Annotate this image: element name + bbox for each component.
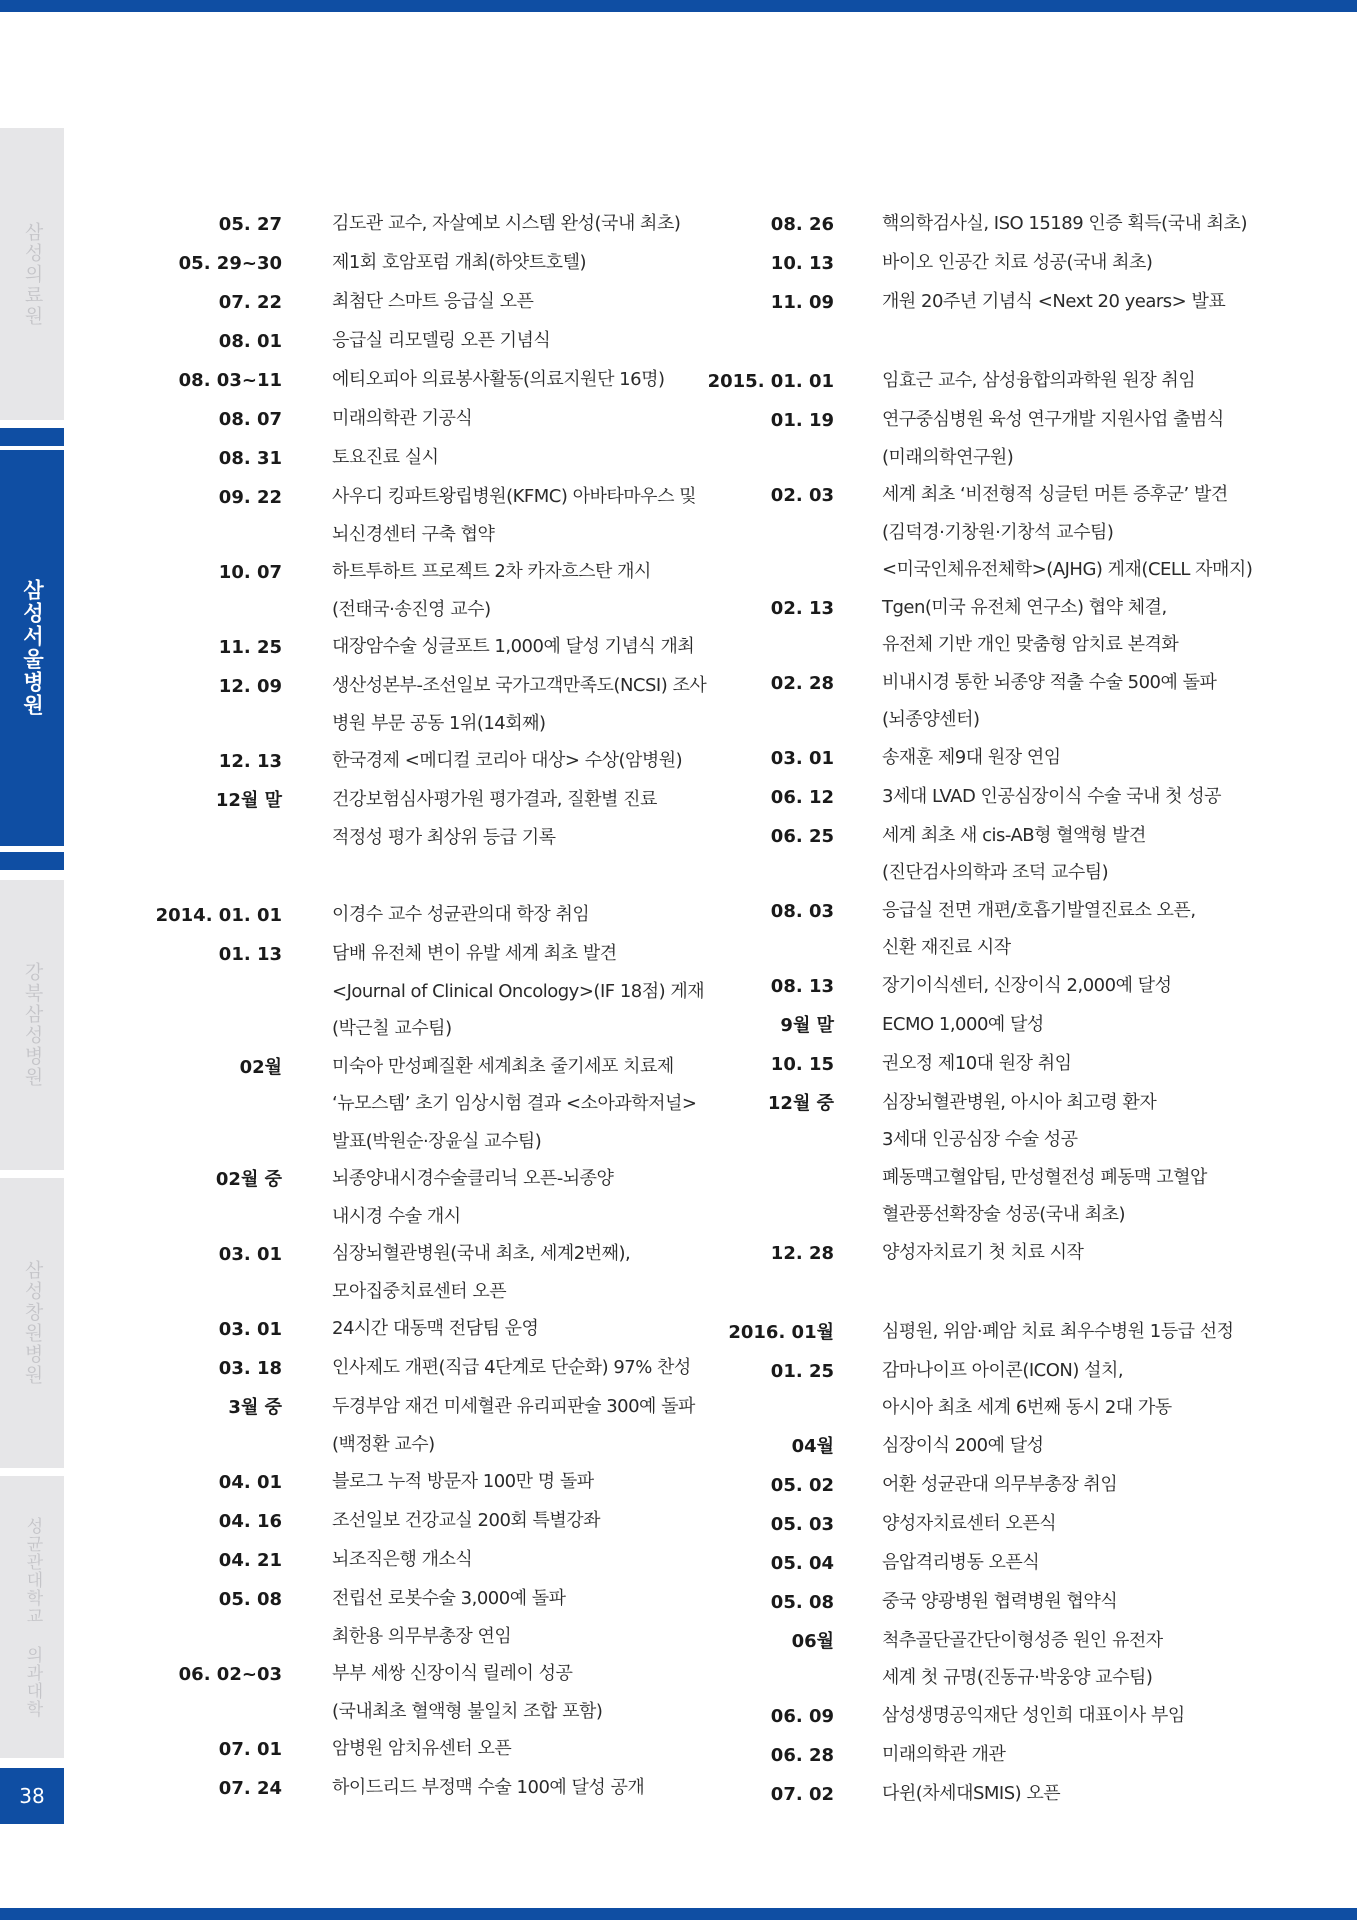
entry-description	[282, 1463, 700, 1502]
entry-text-line: 3세대 인공심장 수술 성공	[882, 1129, 1078, 1150]
entry-text-line: (전태국·송진영 교수)	[332, 598, 491, 620]
entry-text-line: 건강보험심사평가원 평가결과, 질환별 진료	[332, 789, 657, 810]
timeline-entry	[120, 478, 700, 553]
entry-description	[834, 1313, 1265, 1352]
entry-text-line: 음압격리병동 오픈식	[882, 1551, 1040, 1573]
entry-text-line: 미래의학관 개관	[882, 1743, 1006, 1765]
timeline-entry	[120, 1580, 700, 1655]
entry-text-line: 세계 최초 ‘비전형적 싱글턴 머튼 증후군’ 발견	[882, 484, 1228, 505]
entry-text-line: 대장암수술 싱글포트 1,000예 달성 기념식 개최	[332, 636, 695, 657]
entry-text-line: 내시경 수술 개시	[332, 1205, 461, 1227]
timeline-entry	[120, 1463, 700, 1502]
entry-date: 05. 08	[770, 1591, 834, 1613]
entry-text-line: (미래의학연구원)	[882, 446, 1014, 468]
timeline-entry	[705, 1045, 1265, 1084]
timeline-entry	[120, 1310, 700, 1349]
entry-date: 06. 09	[770, 1705, 834, 1727]
entry-text-line: 척추골단골간단이형성증 원인 유전자	[882, 1629, 1163, 1651]
entry-date: 08. 03	[770, 900, 834, 922]
entry-date: 06. 02~03	[178, 1664, 282, 1685]
timeline-entry	[705, 817, 1265, 892]
entry-description	[834, 283, 1265, 322]
entry-text-line: (국내최초 혈액형 불일치 조합 포함)	[332, 1700, 603, 1722]
entry-date: 06. 28	[770, 1744, 834, 1766]
entry-date: 08. 03~11	[178, 370, 282, 391]
timeline-entry	[705, 892, 1265, 967]
entry-description	[834, 967, 1265, 1006]
entry-text-line: 인사제도 개편(직급 4단계로 단순화) 97% 찬성	[332, 1357, 691, 1378]
timeline-entry	[705, 589, 1265, 664]
entry-text-line: 모아집중치료센터 오픈	[332, 1280, 507, 1302]
timeline-entry	[120, 553, 700, 628]
entry-text-line: 최첨단 스마트 응급실 오픈	[332, 291, 534, 312]
entry-date: 05. 03	[770, 1513, 834, 1535]
entry-date: 07. 02	[770, 1783, 834, 1805]
entry-text-line: 토요진료 실시	[332, 447, 439, 468]
entry-date: 06. 25	[770, 825, 834, 847]
timeline-entry	[120, 1655, 700, 1730]
entry-text-line: 최한용 의무부총장 연임	[332, 1625, 512, 1647]
timeline-entry	[120, 781, 700, 856]
entry-description	[282, 478, 700, 553]
entry-description	[834, 1352, 1265, 1427]
timeline-entry	[705, 1466, 1265, 1505]
side-tab-samsung-changwon-hospital[interactable]	[0, 1178, 64, 1468]
timeline-entry	[705, 1006, 1265, 1045]
timeline-entry	[120, 1730, 700, 1769]
timeline-entry	[705, 1544, 1265, 1583]
timeline-entry	[705, 1622, 1265, 1697]
side-tab-kangbuk-samsung-hospital[interactable]	[0, 880, 64, 1170]
entry-description	[834, 1505, 1265, 1544]
entry-text-line: (백정환 교수)	[332, 1433, 435, 1455]
entry-text-line: 암병원 암치유센터 오픈	[332, 1738, 512, 1759]
entry-date: 04. 21	[218, 1550, 282, 1571]
entry-text-line: ‘뉴모스템’ 초기 임상시험 결과 <소아과학저널>	[332, 1093, 697, 1114]
entry-description	[834, 778, 1265, 817]
entry-description	[282, 628, 700, 667]
entry-text-line: 병원 부문 공동 1위(14회째)	[332, 712, 546, 734]
entry-date: 05. 08	[218, 1589, 282, 1610]
entry-date: 2015. 01. 01	[707, 371, 834, 392]
entry-text-line: 에티오피아 의료봉사활동(의료지원단 16명)	[332, 369, 665, 390]
entry-description	[282, 935, 704, 1048]
entry-text-line: (진단검사의학과 조덕 교수팀)	[882, 862, 1109, 883]
entry-description	[282, 1502, 700, 1541]
timeline-entry	[120, 205, 700, 244]
entry-description	[282, 1541, 700, 1580]
entry-date: 02. 28	[770, 672, 834, 694]
entry-date: 02. 03	[770, 485, 834, 506]
active-tab-bottom-cap	[0, 852, 64, 870]
timeline-entry	[120, 361, 700, 400]
entry-text-line: 유전체 기반 개인 맞춤형 암치료 본격화	[882, 634, 1179, 655]
entry-description	[834, 739, 1265, 778]
entry-date: 10. 07	[218, 562, 282, 583]
entry-text-line: 블로그 누적 방문자 100만 명 돌파	[332, 1471, 594, 1492]
entry-date: 06. 12	[770, 786, 834, 808]
timeline-entry	[705, 401, 1265, 476]
entry-text-line: 담배 유전체 변이 유발 세계 최초 발견	[332, 943, 617, 964]
timeline-entry	[705, 967, 1265, 1006]
timeline-entry	[120, 1769, 700, 1808]
entry-text-line: 이경수 교수 성균관의대 학장 취임	[332, 904, 590, 925]
entry-text-line: 뇌신경센터 구축 협약	[332, 523, 495, 545]
entry-text-line: 심평원, 위암·폐암 치료 최우수병원 1등급 선정	[882, 1320, 1234, 1342]
entry-date: 01. 19	[770, 410, 834, 431]
timeline-entry	[705, 1234, 1265, 1273]
entry-date: 08. 13	[770, 975, 834, 997]
entry-text-line: 발표(박원순·장윤실 교수팀)	[332, 1130, 542, 1152]
entry-description	[834, 892, 1265, 967]
entry-date: 12월 말	[215, 790, 282, 811]
entry-date: 2014. 01. 01	[155, 905, 282, 926]
timeline-entry	[120, 1235, 700, 1310]
entry-date: 03. 01	[218, 1319, 282, 1340]
entry-text-line: 비내시경 통한 뇌종양 적출 수술 500예 돌파	[882, 671, 1217, 693]
entry-description	[282, 1349, 700, 1388]
entry-text-line: ECMO 1,000예 달성	[882, 1013, 1044, 1035]
timeline-entry	[120, 742, 700, 781]
entry-text-line: 하트투하트 프로젝트 2차 카자흐스탄 개시	[332, 561, 651, 582]
entry-text-line: 폐동맥고혈압팀, 만성혈전성 폐동맥 고혈압	[882, 1166, 1207, 1188]
entry-description	[834, 1775, 1265, 1814]
timeline-entry	[705, 739, 1265, 778]
entry-text-line: (박근칠 교수팀)	[332, 1018, 452, 1039]
timeline-entry	[120, 400, 700, 439]
timeline-entry	[120, 667, 707, 742]
entry-text-line: 조선일보 건강교실 200회 특별강좌	[332, 1510, 601, 1531]
entry-description	[282, 781, 700, 856]
entry-text-line: 연구중심병원 육성 연구개발 지원사업 출범식	[882, 409, 1224, 430]
entry-description	[834, 205, 1265, 244]
entry-date: 01. 25	[770, 1360, 834, 1382]
entry-description	[834, 1697, 1265, 1736]
entry-text-line: Tgen(미국 유전체 연구소) 협약 체결,	[882, 596, 1167, 618]
entry-description	[282, 1655, 700, 1730]
entry-date: 02. 13	[770, 597, 834, 619]
timeline-entry	[705, 244, 1265, 283]
entry-description	[282, 1730, 700, 1769]
entry-date: 04. 16	[218, 1511, 282, 1532]
entry-text-line: 중국 양광병원 협력병원 협약식	[882, 1590, 1118, 1612]
entry-text-line: 세계 최초 새 cis-AB형 혈액형 발견	[882, 824, 1146, 846]
entry-description	[282, 667, 706, 742]
timeline-entry	[705, 1313, 1265, 1352]
entry-text-line: 세계 첫 규명(진동규·박웅양 교수팀)	[882, 1667, 1153, 1688]
entry-text-line: 장기이식센터, 신장이식 2,000예 달성	[882, 974, 1172, 996]
entry-text-line: 전립선 로봇수술 3,000예 돌파	[332, 1588, 566, 1609]
entry-description	[834, 1583, 1265, 1622]
entry-date: 3월 중	[228, 1397, 282, 1418]
entry-date: 9월 말	[780, 1014, 834, 1036]
entry-text-line: 심장뇌혈관병원, 아시아 최고령 환자	[882, 1091, 1157, 1113]
entry-text-line: 두경부암 재건 미세혈관 유리피판술 300예 돌파	[332, 1396, 695, 1417]
entry-date: 09. 22	[218, 487, 282, 508]
entry-text-line: 아시아 최초 세계 6번째 동시 2대 가동	[882, 1397, 1172, 1418]
entry-description	[282, 283, 700, 322]
timeline-entry	[705, 1084, 1265, 1234]
entry-date: 06월	[791, 1630, 834, 1652]
entry-text-line: 심장이식 200예 달성	[882, 1434, 1044, 1456]
side-tab-label: 삼성서울병원	[20, 579, 45, 717]
entry-description	[834, 1622, 1265, 1697]
top-accent-bar	[0, 0, 1357, 12]
timeline-entry	[120, 628, 700, 667]
entry-description	[834, 1544, 1265, 1583]
timeline-entry	[120, 1502, 700, 1541]
entry-text-line: 한국경제 <메디컬 코리아 대상> 수상(암병원)	[332, 750, 683, 771]
entry-text-line: 양성자치료기 첫 치료 시작	[882, 1241, 1084, 1263]
entry-description	[834, 1006, 1265, 1045]
timeline-entry	[120, 935, 705, 1048]
entry-description	[834, 244, 1265, 283]
timeline-entry	[120, 283, 700, 322]
entry-description	[834, 1736, 1265, 1775]
entry-text-line: 미숙아 만성폐질환 세계최초 줄기세포 치료제	[332, 1055, 674, 1077]
bottom-accent-bar	[0, 1908, 1357, 1920]
side-tab-label: 성균관대학교 의과대학	[22, 1516, 43, 1718]
entry-date: 12. 09	[218, 676, 282, 697]
entry-text-line: 혈관풍선확장술 성공(국내 최초)	[882, 1204, 1126, 1225]
entry-text-line: 응급실 전면 개편/호흡기발열진료소 오픈,	[882, 899, 1196, 921]
entry-description	[282, 1580, 700, 1655]
entry-description	[834, 1084, 1265, 1234]
page-number: 38	[0, 1768, 64, 1824]
entry-date: 08. 31	[218, 448, 282, 469]
entry-text-line: 핵의학검사실, ISO 15189 인증 획득(국내 최초)	[882, 213, 1247, 234]
entry-text-line: 뇌조직은행 개소식	[332, 1549, 473, 1570]
entry-description	[834, 476, 1265, 589]
timeline-entry	[705, 362, 1265, 401]
entry-description	[282, 244, 700, 283]
timeline-entry	[120, 1160, 700, 1235]
entry-description	[834, 664, 1265, 739]
entry-date: 07. 22	[218, 292, 282, 313]
entry-description	[834, 1427, 1265, 1466]
side-tab-skku-medicine[interactable]	[0, 1476, 64, 1758]
entry-text-line: 3세대 LVAD 인공심장이식 수술 국내 첫 성공	[882, 785, 1221, 807]
active-tab-top-cap	[0, 428, 64, 446]
entry-date: 10. 13	[770, 253, 834, 274]
entry-description	[282, 553, 700, 628]
entry-description	[282, 1160, 700, 1235]
entry-text-line: 적정성 평가 최상위 등급 기록	[332, 826, 556, 848]
entry-description	[282, 1310, 700, 1349]
entry-date: 08. 26	[770, 214, 834, 235]
entry-date: 02월 중	[215, 1169, 282, 1190]
entry-description	[282, 1048, 700, 1161]
entry-date: 05. 04	[770, 1552, 834, 1574]
timeline-entry	[705, 1697, 1265, 1736]
timeline-entry	[705, 778, 1265, 817]
entry-text-line: 하이드리드 부정맥 수술 100예 달성 공개	[332, 1777, 645, 1798]
timeline-entry	[120, 439, 700, 478]
entry-date: 03. 01	[770, 747, 834, 769]
timeline-entry	[705, 205, 1265, 244]
entry-description	[834, 1045, 1265, 1084]
entry-text-line: 응급실 리모델링 오픈 기념식	[332, 330, 551, 351]
entry-text-line: 삼성생명공익재단 성인희 대표이사 부임	[882, 1704, 1185, 1726]
entry-date: 2016. 01월	[728, 1321, 834, 1343]
entry-description	[282, 400, 700, 439]
timeline-entry	[120, 244, 700, 283]
entry-text-line: 송재훈 제9대 원장 연임	[882, 746, 1061, 768]
entry-date: 01. 13	[218, 944, 282, 965]
entry-date: 07. 24	[218, 1778, 282, 1799]
entry-date: 11. 09	[770, 292, 834, 313]
entry-description	[834, 589, 1265, 664]
entry-description	[834, 401, 1265, 476]
entry-text-line: 바이오 인공간 치료 성공(국내 최초)	[882, 252, 1153, 273]
timeline-entry	[705, 1736, 1265, 1775]
entry-date: 05. 02	[770, 1474, 834, 1496]
entry-date: 10. 15	[770, 1053, 834, 1075]
timeline-entry	[705, 664, 1265, 739]
entry-date: 02월	[239, 1056, 282, 1078]
timeline-entry	[705, 1505, 1265, 1544]
timeline-entry	[705, 1775, 1265, 1814]
entry-text-line: 감마나이프 아이콘(ICON) 설치,	[882, 1359, 1124, 1381]
entry-description	[834, 362, 1265, 401]
entry-text-line: 미래의학관 기공식	[332, 408, 473, 429]
timeline-entry	[120, 896, 700, 935]
side-tab-label: 삼성의료원	[21, 221, 44, 327]
entry-description	[282, 896, 700, 935]
entry-text-line: 뇌종양내시경수술클리닉 오픈-뇌종양	[332, 1168, 614, 1189]
entry-text-line: 사우디 킹파트왕립병원(KFMC) 아바타마우스 및	[332, 486, 697, 507]
entry-date: 12. 13	[218, 751, 282, 772]
timeline-entry	[120, 322, 700, 361]
entry-description	[282, 322, 700, 361]
entry-date: 05. 27	[218, 214, 282, 235]
entry-date: 05. 29~30	[178, 253, 282, 274]
entry-date: 07. 01	[218, 1739, 282, 1760]
side-tab-label: 강북삼성병원	[21, 962, 44, 1088]
entry-date: 03. 01	[218, 1244, 282, 1265]
entry-description	[282, 439, 700, 478]
side-tab-samsung-seoul-hospital[interactable]	[0, 450, 64, 846]
entry-text-line: 권오정 제10대 원장 취임	[882, 1052, 1072, 1074]
entry-text-line: <미국인체유전체학>(AJHG) 게재(CELL 자매지)	[882, 559, 1253, 580]
entry-description	[282, 1388, 700, 1463]
entry-date: 03. 18	[218, 1358, 282, 1379]
timeline-entry	[705, 1583, 1265, 1622]
entry-text-line: 개원 20주년 기념식 <Next 20 years> 발표	[882, 291, 1226, 312]
entry-description	[834, 817, 1265, 892]
entry-text-line: 김도관 교수, 자살예보 시스템 완성(국내 최초)	[332, 213, 681, 234]
timeline-entry	[705, 1352, 1265, 1427]
side-tab-label: 삼성창원병원	[21, 1260, 44, 1386]
timeline-entry	[120, 1541, 700, 1580]
timeline-entry	[705, 283, 1265, 322]
entry-description	[834, 1466, 1265, 1505]
side-tab-samsung-medical-center[interactable]	[0, 128, 64, 420]
entry-date: 11. 25	[218, 637, 282, 658]
entry-description	[282, 742, 700, 781]
entry-text-line: (김덕경·기창원·기창석 교수팀)	[882, 521, 1114, 543]
timeline-right-column	[705, 205, 1265, 1814]
entry-text-line: 임효근 교수, 삼성융합의과학원 원장 취임	[882, 370, 1196, 391]
timeline-left-column	[120, 205, 707, 1808]
entry-date: 04. 01	[218, 1472, 282, 1493]
entry-text-line: 생산성본부-조선일보 국가고객만족도(NCSI) 조사	[332, 675, 707, 696]
timeline-entry	[120, 1388, 700, 1463]
entry-text-line: 24시간 대동맥 전담팀 운영	[332, 1318, 539, 1339]
entry-text-line: 제1회 호암포럼 개최(하얏트호텔)	[332, 252, 586, 273]
entry-description	[282, 361, 700, 400]
entry-text-line: 부부 세쌍 신장이식 릴레이 성공	[332, 1663, 573, 1684]
entry-date: 08. 01	[218, 331, 282, 352]
entry-date: 12. 28	[770, 1242, 834, 1264]
entry-text-line: <Journal of Clinical Oncology>(IF 18점) 게재	[332, 980, 705, 1002]
entry-text-line: 양성자치료센터 오픈식	[882, 1512, 1057, 1534]
timeline-entry	[705, 1427, 1265, 1466]
entry-text-line: (뇌종양센터)	[882, 709, 980, 730]
timeline-entry	[705, 476, 1265, 589]
entry-date: 12월 중	[767, 1092, 834, 1114]
entry-description	[834, 1234, 1265, 1273]
timeline-entry	[120, 1048, 700, 1161]
entry-description	[282, 205, 700, 244]
entry-date: 04월	[791, 1435, 834, 1457]
entry-text-line: 다윈(차세대SMIS) 오픈	[882, 1782, 1061, 1804]
entry-description	[282, 1769, 700, 1808]
entry-description	[282, 1235, 700, 1310]
entry-text-line: 심장뇌혈관병원(국내 최초, 세계2번째),	[332, 1243, 631, 1264]
entry-text-line: 어환 성균관대 의무부총장 취임	[882, 1473, 1118, 1495]
entry-date: 08. 07	[218, 409, 282, 430]
entry-text-line: 신환 재진료 시작	[882, 937, 1011, 958]
timeline-entry	[120, 1349, 700, 1388]
